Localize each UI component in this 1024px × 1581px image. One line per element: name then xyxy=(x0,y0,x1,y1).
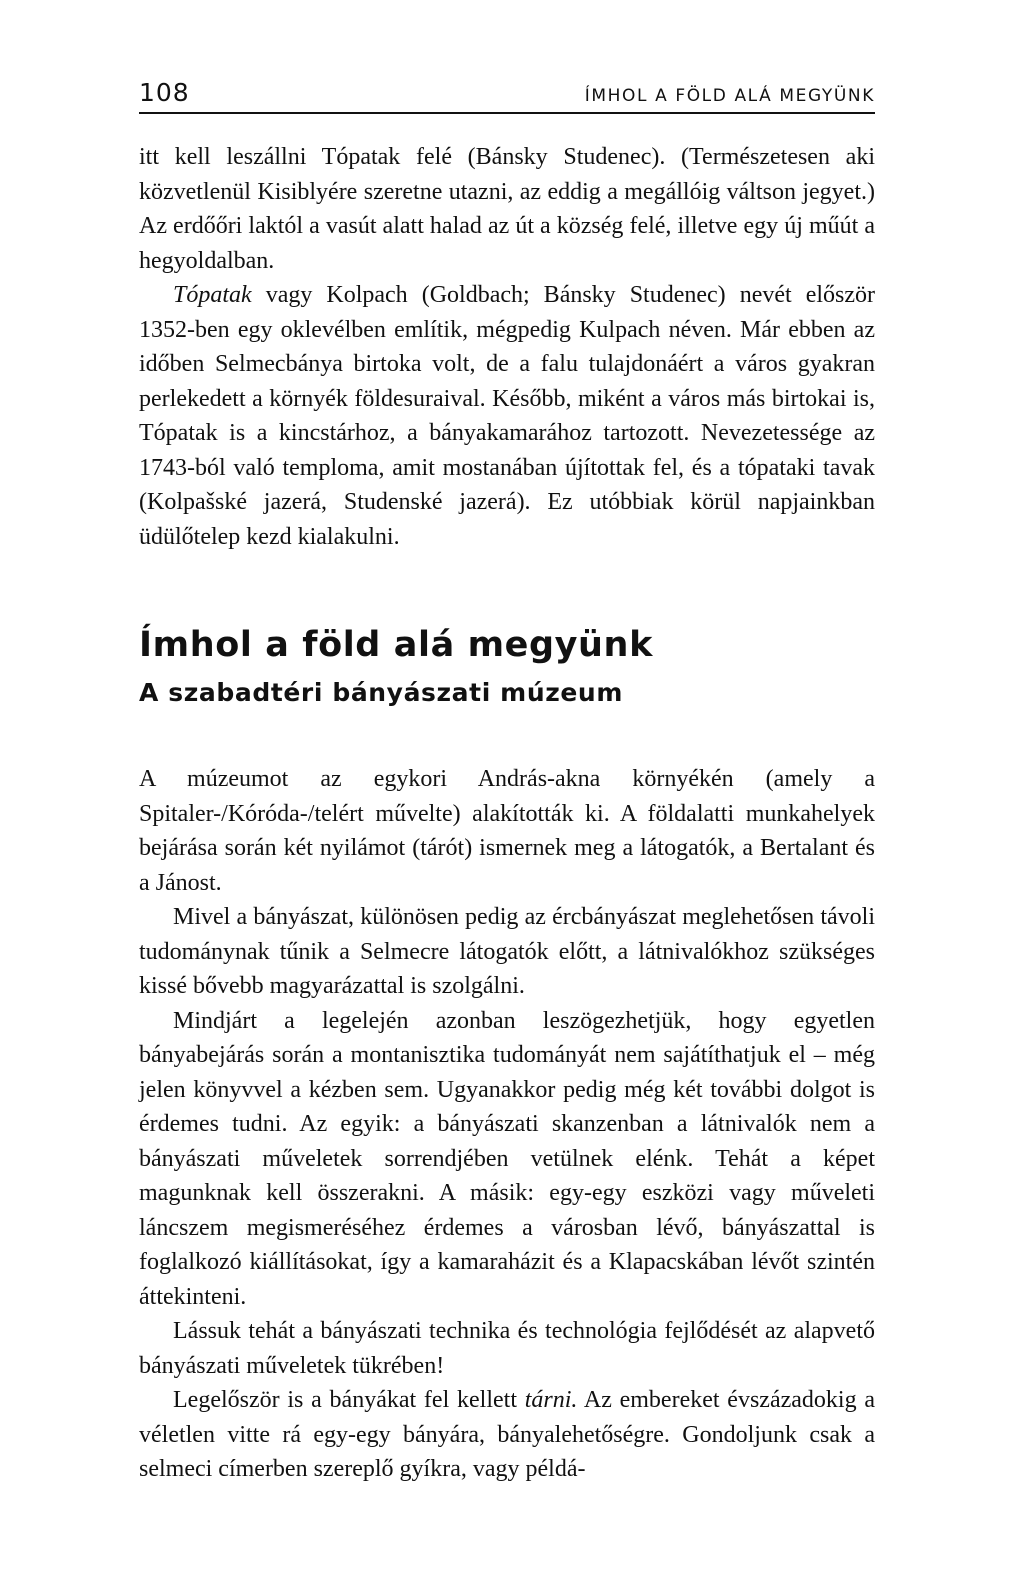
chapter-subtitle: A szabadtéri bányászati múzeum xyxy=(139,678,623,707)
italic-term: Tópatak xyxy=(173,282,252,308)
paragraph: Mivel a bányászat, különösen pedig az ércbányászat meglehetősen távoli tudománynak tűnik a Selmecre látogatók előtt, a látnivalókhoz szükséges kissé bővebb magyarázattal is szolgálni. xyxy=(139,904,875,999)
paragraph: itt kell leszállni Tópatak felé (Bánsky Studenec). (Természetesen aki közvetlenül Kisiblyére szeretne utazni, az eddig a megállóig váltson jegyet.) Az erdőőri laktól a vasút alatt halad az út a község felé, illetve egy új műút a hegyoldalban. xyxy=(139,144,875,274)
paragraph: A múzeumot az egykori András-akna környékén (amely a Spitaler-/Kóróda-/telért művelte) alakították ki. A földalatti munkahelyek bejárása során két nyilámot (tárót) ismernek meg a látogatók, a Bertalant és a Jánost. xyxy=(139,766,875,896)
paragraph xyxy=(139,278,875,554)
page-number: 108 xyxy=(139,78,190,107)
book-page xyxy=(139,70,875,1487)
running-title: ÍMHOL A FÖLD ALÁ MEGYÜNK xyxy=(584,86,875,106)
chapter-title: Ímhol a föld alá megyünk xyxy=(139,625,653,665)
paragraph: Mindjárt a legelején azonban leszögezhetjük, hogy egyetlen bányabejárás során a montanisztika tudományát nem sajátíthatjuk el – még jelen könyvvel a kézben sem. Ugyanakkor pedig még két további dolgot is érdemes tudni. Az egyik: a bányászati skanzenban a látnivalók nem a bányászati műveletek sorrendjében vetülnek elénk. Tehát a képet magunknak kell összerakni. A másik: egy-egy eszközi vagy műveleti láncszem megismeréséhez érdemes a városban lévő, bányászattal is foglalkozó kiállításokat, így a kamaraházit és a Klapacskában lévőt szintén áttekinteni. xyxy=(139,1007,875,1310)
paragraph-text: Az embereket évszázadokig a véletlen vitte rá egy-egy bányára, bányalehetőségre. Gondoljunk csak a selmeci címerben szereplő gyíkra, vagy példá- xyxy=(139,1387,875,1482)
section-continuation xyxy=(139,140,875,554)
italic-term: tárni. xyxy=(524,1387,578,1413)
paragraph: Lássuk tehát a bányászati technika és technológia fejlődését az alapvető bányászati műveletek tükrében! xyxy=(139,1318,875,1379)
chapter-body xyxy=(139,762,875,1487)
paragraph-text: vagy Kolpach (Goldbach; Bánsky Studenec) nevét először 1352-ben egy oklevélben említik, mégpedig Kulpach néven. Már ebben az időben Selmecbánya birtoka volt, de a falu tulajdonáért a város gyakran perlekedett a környék földesuraival. Később, miként a város más birtokai is, Tópatak is a kincstárhoz, a bányakamarához tartozott. Nevezetessége az 1743-ból való temploma, amit mostanában újítottak fel, és a tópataki tavak (Kolpašské jazerá, Studenské jazerá). Ez utóbbiak körül napjainkban üdülőtelep kezd kialakulni. xyxy=(139,282,875,550)
paragraph xyxy=(139,1383,875,1487)
running-header xyxy=(139,70,875,114)
paragraph-text: Legelőször is a bányákat fel kellett xyxy=(173,1387,525,1413)
